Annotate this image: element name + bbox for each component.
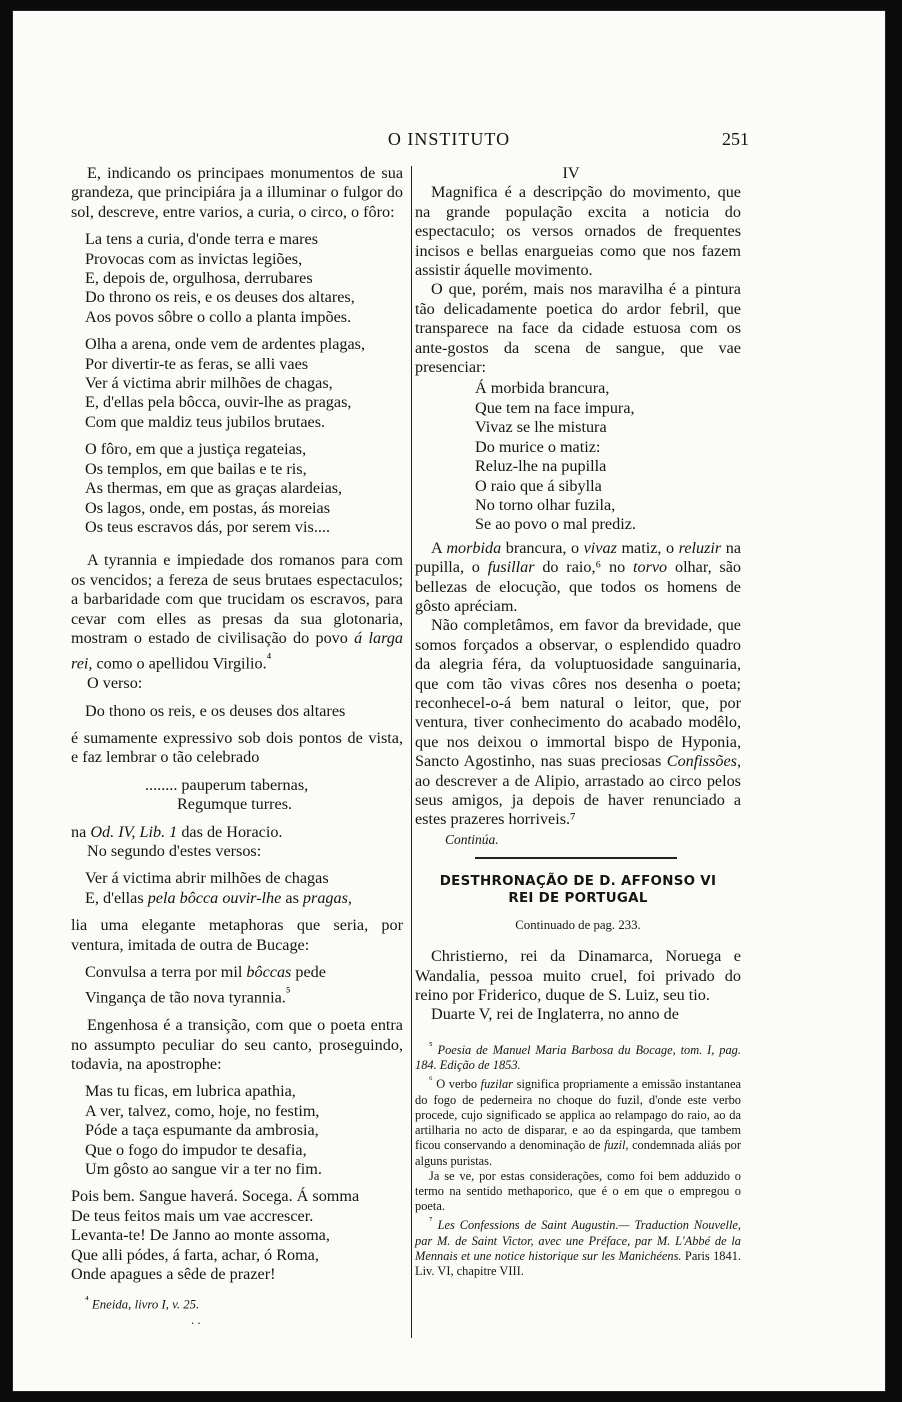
verse-line: O fôro, em que a justiça regateias, [85,440,307,459]
verse-stanza-1 [71,230,403,327]
text: O verbo [436,1077,478,1092]
verse-line [85,982,403,1008]
paragraph: Magnifica é a descripção do movimento, que na grande população excita a noticia do espectaculo; os versos ornados de frequentes incisos e bellas enargueias como que nos fazem assistir áquelle movimento. [415,183,741,280]
footnote-number: ⁶ [429,1075,433,1087]
verse-stanza-5 [71,1187,403,1284]
verse-line: ........ pauperum tabernas, [145,775,309,794]
verse-line: Do murice o matiz: [475,437,601,456]
footnote-text: Eneida, livro I, v. 25. [91,1296,200,1311]
paragraph: Duarte V, rei de Inglaterra, no anno de [431,1005,679,1024]
verse-line: E, depois de, orgulhosa, derrubares [85,269,313,288]
verse-line: Vivaz se lhe mistura [475,418,607,437]
page-number: 251 [722,129,749,149]
verse-line: Levanta-te! De Janno ao monte assoma, [71,1226,330,1245]
footnote-number: ⁴ [85,1294,89,1306]
italic-text: Od. IV, Lib. 1 [90,822,178,841]
quote [71,963,403,1008]
verse-line: As thermas, em que as graças alardeias, [85,479,343,498]
paragraph [415,616,741,829]
continued-note: Continuado de pag. 233. [515,918,641,933]
italic-text: fusillar [487,558,535,577]
text: na pupilla, o [415,538,742,577]
column-rule [411,166,412,1338]
verse-line: Por divertir-te as feras, se alli vaes [85,354,309,373]
article-title [415,873,741,907]
italic-text: torvo [632,558,668,577]
verse-line: O raio que á sibylla [475,476,602,495]
text: Vingança de tão nova tyrannia. [85,988,286,1007]
footnote-5 [415,1039,741,1074]
italic-text: fuzilar [480,1077,514,1092]
text: ao descrever a de Alipio, arrastado ao circo pelos seus amigos, ja depois de haver renunciado a estes prazeres horriveis.⁷ [415,771,741,829]
right-column [415,164,741,1279]
paragraph: é sumamente expressivo sob dois pontos de vista, e faz lembrar o tão celebrado [71,728,403,767]
text: condemnada aliás por alguns puristas. [415,1138,741,1168]
verse-line: Mas tu ficas, em lubrica apathia, [85,1082,296,1101]
article-title-line: REI DE PORTUGAL [508,891,648,907]
italic-text: reluzir [678,538,722,557]
italic-text: pragas, [302,888,352,907]
footnote-6 [415,1073,741,1168]
footnote-7 [415,1214,741,1279]
decorative-dots: . . [191,1312,201,1327]
verse-line: Os teus escravos dás, por serem vis.... [85,517,331,536]
verse-line: Do thono os reis, e os deuses dos altares [85,701,346,720]
verse-stanza-4 [71,1082,403,1179]
text: E, d'ellas [85,888,144,907]
italic-text: fuzil, [604,1138,629,1153]
verse-line: Que alli pódes, á farta, achar, ó Roma, [71,1245,319,1264]
verse-line [85,963,403,982]
text: olhar, são bellezas de elocução, que todos os homens de gôsto apréciam. [415,558,742,615]
verse-line: Que o fogo do impudor te desafia, [85,1140,307,1159]
text: A tyrannia e impiedade dos romanos para com os vencidos; a fereza de seus brutaes espectaculos; a barbaridade com que trucidam os escravos, para cevar com elles as presas da sua glotonaria, mostram o estado de civilisação do povo [71,551,403,647]
verse-stanza-2 [71,335,403,432]
verse-line: Um gôsto ao sangue vir a ter no fim. [85,1160,322,1179]
verse-line: Ver á victima abrir milhões de chagas, [85,374,333,393]
text: matiz, o [621,538,675,557]
italic-text: vivaz [583,538,617,557]
footnote-ref: ⁴ [266,650,272,666]
text: pede [295,963,326,982]
italic-text: á larga rei, [71,628,404,673]
paragraph [415,539,741,617]
text: Paris 1841. Liv. VI, chapitre VIII. [415,1248,741,1279]
verse-line: Aos povos sôbre o collo a planta impões. [85,307,352,326]
verse-line: Ver á victima abrir milhões de chagas [85,869,329,888]
quote [71,702,403,721]
paragraph: lia uma elegante metaphoras que seria, por ventura, imitada de outra de Bucage: [71,916,403,954]
quote [71,869,403,908]
text: do raio,⁶ no [542,558,626,577]
text: significa propriamente a emissão instantanea do fogo de pederneira no choque do fuzil, d'onde este verbo procede, cujo significado se applica ao relampago do raio, ao da artilharia no acto de disparar, e ao da espingarda, que tambem ficou conservando a denominação de [415,1077,741,1153]
italic-text: Confissões, [666,752,741,771]
section-divider [475,857,677,859]
paragraph: O que, porém, mais nos maravilha é a pintura tão delicadamente poetica do ardor febril, que transparece na face da cidade estuosa com os ante-gostos da scena de sangue, que vae presenciar: [415,280,741,377]
paragraph: No segundo d'estes versos: [87,841,262,860]
section-number: IV [562,164,580,182]
verse-line: Se ao povo o mal prediz. [475,515,636,534]
verse-line: Os templos, em que bailas e te ris, [85,459,307,478]
footnotes [415,1039,741,1279]
running-header [13,129,885,155]
paragraph: O verso: [87,674,143,693]
footnote-4 [71,1293,403,1312]
verse-line: A ver, talvez, como, hoje, no festim, [85,1101,320,1120]
page-sheet [12,10,886,1392]
footnote-text: Poesia de Manuel Maria Barbosa du Bocage, tom. I, pag. 184. Edição de 1853. [415,1042,741,1073]
verse-line: De teus feitos mais um vae accrescer. [71,1206,314,1225]
left-column [71,164,403,1328]
verse-line: No torno olhar fuzila, [475,495,616,514]
verse-line: Onde apagues a sêde de prazer! [71,1265,276,1284]
verse-line: Olha a arena, onde vem de ardentes plagas, [85,335,366,354]
paragraph [71,551,403,674]
verse-line: E, d'ellas pela bôcca, ouvir-lhe as pragas, [85,393,352,412]
verse-line: Reluz-lhe na pupilla [475,457,607,476]
verse-line: Regumque turres. [177,795,293,814]
verse-line: La tens a curia, d'onde terra e mares [85,230,319,249]
paragraph [71,823,403,842]
footnote-6-continued: Ja se ve, por estas considerações, como foi bem adduzido o termo na sentido methaporico, que é o em que o empregou o poeta. [415,1168,741,1214]
verse-line: Á morbida brancura, [475,379,610,398]
italic-text: bôccas [246,963,292,982]
verse-line: Com que maldiz teus jubilos brutaes. [85,412,326,431]
paragraph: Christierno, rei da Dinamarca, Noruega e Wandalia, pessoa muito cruel, foi privado do reino por Friderico, duque de S. Luiz, seu tio. [415,947,741,1005]
footnote-number: ⁷ [429,1216,433,1228]
article-title-line: DESTHRONAÇÃO DE D. AFFONSO VI [439,874,717,890]
verse-line: Do throno os reis, e os deuses dos altares, [85,288,355,307]
footnote-number: ⁵ [429,1040,433,1052]
running-title: O INSTITUTO [387,129,511,149]
footnote-ref: ⁵ [285,984,291,1000]
italic-text: morbida [446,538,502,557]
text: Não completâmos, em favor da brevidade, que somos forçados a observar, o esplendido quadro da alegria féra, da voluptuosidade sanguinaria, que com tão vivas côres nos desenha o poeta; reconhecel-o-á bem natural o leitor, que, por ventura, tiver conhecimento do acabado modêlo, que nos deixou o immortal bispo de Hyponia, Sancto Agostinho, nas suas preciosas [415,616,741,771]
latin-quote [71,776,403,815]
verse-line: Pois bem. Sangue haverá. Socega. Á somma [71,1187,360,1206]
italic-text: pela bôcca ouvir-lhe [147,888,282,907]
text: A [431,538,442,557]
verse-line: Que tem na face impura, [475,398,635,417]
paragraph: Engenhosa é a transição, com que o poeta entra no assumpto peculiar do seu canto, proseguindo, todavia, na apostrophe: [71,1016,403,1074]
verse-line: Póde a taça espumante da ambrosia, [85,1121,319,1140]
continua-label: Continúa. [445,831,499,847]
verse-line [85,889,403,908]
text: brancura, o [505,538,580,557]
verse-line: Os lagos, onde, em postas, ás moreias [85,498,331,517]
text: as [285,888,299,907]
text: como o apellidou Virgilio. [96,654,267,673]
verse-stanza-3 [71,440,403,537]
italic-text: Les Confessions de Saint Augustin.— Traduction Nouvelle, par M. de Saint Victor, avec une Préface, par M. L'Abbé de la Mennais et une notice historique sur les Manichéens. [415,1218,741,1263]
text: das de Horacio. [181,822,283,841]
paragraph: E, indicando os principaes monumentos de sua grandeza, que principiára ja a illuminar o fulgor do sol, descreve, entre varios, a curia, o circo, o fôro: [71,164,403,221]
verse-stanza [415,379,741,534]
text: Convulsa a terra por mil [85,963,243,982]
verse-line: Provocas com as invictas legiões, [85,249,303,268]
text: na [71,822,87,841]
